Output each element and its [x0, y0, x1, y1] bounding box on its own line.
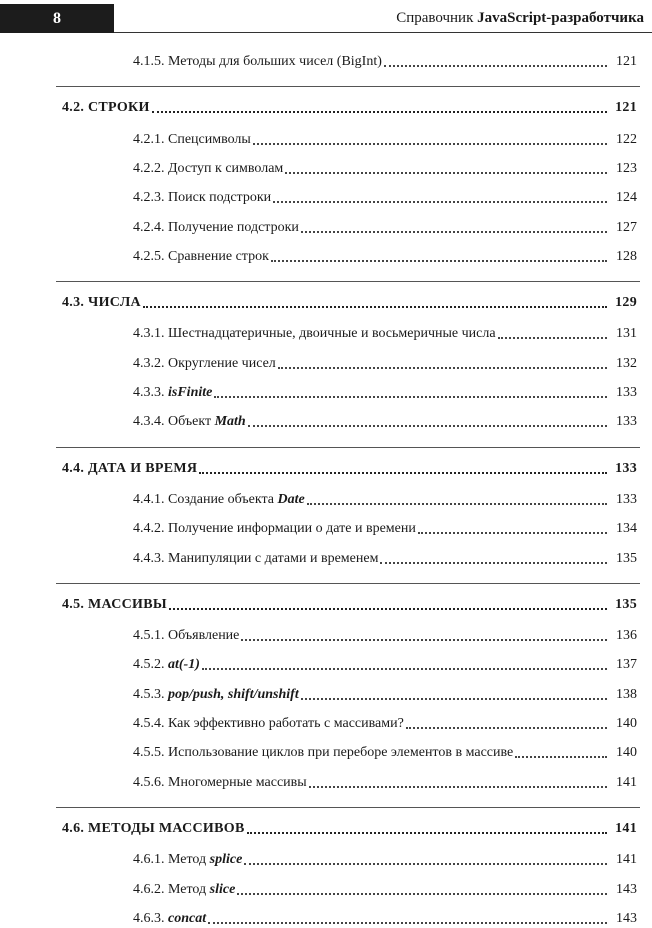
- toc-entry-title: [133, 910, 206, 928]
- dot-leader: [406, 727, 607, 729]
- toc-page-number: 143: [616, 881, 637, 897]
- toc-page-number: 133: [616, 491, 637, 507]
- toc-entry-title: [62, 99, 150, 117]
- toc-entry-title: [133, 189, 271, 207]
- dot-leader: [384, 65, 607, 67]
- dot-leader: [152, 111, 607, 113]
- toc-page-number: 133: [615, 460, 637, 476]
- toc-entry-title: [133, 520, 416, 538]
- toc-entry-title: [133, 851, 242, 869]
- toc-entry[interactable]: [0, 877, 652, 899]
- toc-page-number: 122: [616, 131, 637, 147]
- toc-entry-code: slice: [209, 881, 236, 897]
- toc-entry-text: 4.4. ДАТА И ВРЕМЯ: [62, 460, 198, 476]
- toc-entry-text: 4.2. СТРОКИ: [62, 100, 150, 116]
- toc-entry-text: 4.6.3.: [133, 910, 168, 926]
- toc-entry-title: [133, 325, 496, 343]
- toc-entry-text: 4.4.3. Манипуляции с датами и временем: [133, 550, 379, 566]
- dot-leader: [309, 786, 607, 788]
- toc-entry-title: [62, 294, 141, 312]
- dot-leader: [418, 532, 607, 534]
- toc-entry-text: 4.2.1. Спецсимволы: [133, 131, 251, 147]
- toc-entry-title: [133, 550, 378, 568]
- toc-entry-text: 4.4.2. Получение информации о дате и времени: [133, 521, 416, 537]
- dot-leader: [241, 639, 607, 641]
- toc-page-number: 136: [616, 628, 637, 644]
- toc-entry-title: [133, 384, 212, 402]
- toc-entry-text: 4.5.3.: [133, 686, 168, 702]
- toc-page-number: 143: [616, 910, 637, 926]
- toc-entry-text: 4.3.4. Объект: [133, 414, 215, 430]
- toc-section-entry[interactable]: [0, 592, 652, 614]
- toc-entry-title: [133, 413, 246, 431]
- section-separator: [56, 447, 640, 448]
- toc-entry[interactable]: [0, 156, 652, 178]
- toc-entry-text: 4.2.4. Получение подстроки: [133, 219, 299, 235]
- dot-leader: [515, 756, 607, 758]
- page-number-text: 8: [53, 9, 61, 27]
- toc-entry-text: 4.3.3.: [133, 385, 168, 400]
- toc-entry-title: [133, 656, 200, 674]
- dot-leader: [278, 367, 607, 369]
- toc-page-number: 124: [616, 190, 637, 206]
- toc-entry-title: [133, 160, 283, 178]
- toc-entry-code: splice: [209, 852, 243, 868]
- toc-entry[interactable]: [0, 682, 652, 704]
- toc-entry-code: Date: [277, 491, 305, 507]
- toc-entry-text: 4.6. МЕТОДЫ МАССИВОВ: [62, 820, 245, 836]
- toc-entry-text: 4.5. МАССИВЫ: [62, 596, 167, 612]
- toc-entry-title: [133, 219, 299, 237]
- toc-entry[interactable]: [0, 906, 652, 928]
- dot-leader: [307, 503, 607, 505]
- dot-leader: [214, 396, 607, 398]
- toc-entry-title: [133, 686, 299, 704]
- toc-entry-code: Math: [214, 414, 246, 430]
- dot-leader: [143, 306, 607, 308]
- toc-entry-title: [62, 596, 167, 614]
- toc-entry-text: 4.6.1. Метод: [133, 852, 210, 868]
- page-number: [0, 4, 114, 33]
- section-separator: [56, 583, 640, 584]
- toc-entry[interactable]: [0, 185, 652, 207]
- toc-entry-text: 4.4.1. Создание объекта: [133, 491, 278, 507]
- toc-entry[interactable]: [0, 516, 652, 538]
- toc-entry-text: 4.2.2. Доступ к символам: [133, 160, 284, 176]
- section-separator: [56, 86, 640, 87]
- section-separator: [56, 281, 640, 282]
- dot-leader: [253, 143, 607, 145]
- dot-leader: [244, 863, 607, 865]
- toc-entry-code: at(-1): [168, 657, 200, 673]
- toc-entry-title: [133, 248, 269, 266]
- toc-entry-text: 4.2.5. Сравнение строк: [133, 248, 269, 264]
- toc-entry-title: [62, 460, 197, 478]
- toc-page-number: 141: [616, 852, 637, 868]
- dot-leader: [285, 172, 607, 174]
- toc-page-number: 138: [616, 686, 637, 702]
- toc-entry-title: [133, 627, 239, 645]
- toc-entry-text: 4.2.3. Поиск подстроки: [133, 190, 272, 206]
- toc-entry-title: [62, 820, 245, 838]
- toc-entry-title: [133, 491, 305, 509]
- toc-page-number: 123: [616, 160, 637, 176]
- toc-entry-title: [133, 774, 307, 792]
- toc-page-number: 141: [615, 820, 637, 836]
- toc-entry-text: 4.1.5. Методы для больших чисел (BigInt): [133, 54, 382, 69]
- toc-entry-title: [133, 881, 235, 899]
- toc-entry-text: 4.5.2.: [133, 657, 168, 673]
- toc-page-number: 133: [616, 414, 637, 430]
- toc-entry-code: pop/push, shift/unshift: [168, 686, 299, 702]
- toc-page-number: 129: [615, 295, 637, 311]
- toc-page-number: 134: [616, 521, 637, 537]
- toc-entry-text: 4.5.1. Объявление: [133, 628, 240, 644]
- toc-entry-text: 4.6.2. Метод: [133, 881, 210, 897]
- toc-page-number: 128: [616, 248, 637, 264]
- toc-entry-title: [133, 744, 513, 762]
- toc-entry[interactable]: [0, 623, 652, 645]
- dot-leader: [498, 337, 607, 339]
- dot-leader: [248, 425, 607, 427]
- section-separator: [56, 807, 640, 808]
- header-rule: [114, 32, 652, 33]
- toc-entry-text: 4.3.1. Шестнадцатеричные, двоичные и восьмеричные числа: [133, 326, 496, 342]
- dot-leader: [271, 260, 607, 262]
- toc-entry-title: [133, 53, 382, 71]
- toc-entry[interactable]: [0, 380, 652, 402]
- toc-section-entry[interactable]: [0, 95, 652, 117]
- running-title: [396, 4, 644, 33]
- toc-entry-text: 4.5.4. Как эффективно работать с массивами?: [133, 716, 404, 731]
- dot-leader: [301, 698, 607, 700]
- toc-entry[interactable]: [0, 546, 652, 568]
- toc-entry-text: 4.3. ЧИСЛА: [62, 295, 141, 311]
- dot-leader: [301, 231, 607, 233]
- toc-entry[interactable]: [0, 770, 652, 792]
- toc-page-number: 132: [616, 355, 637, 371]
- toc-entry[interactable]: [0, 711, 652, 733]
- toc-entry-title: [133, 131, 251, 149]
- toc-section-entry[interactable]: [0, 816, 652, 838]
- dot-leader: [380, 562, 607, 564]
- running-title-bold: JavaScript-разработчика: [477, 10, 644, 26]
- toc-entry[interactable]: [0, 409, 652, 431]
- toc-entry-code: concat: [168, 910, 207, 926]
- toc-entry[interactable]: [0, 49, 652, 71]
- toc-section-entry[interactable]: [0, 456, 652, 478]
- toc-entry[interactable]: [0, 351, 652, 373]
- dot-leader: [199, 472, 607, 474]
- toc-page-number: 121: [616, 54, 637, 69]
- dot-leader: [169, 608, 607, 610]
- toc-entry-text: 4.5.6. Многомерные массивы: [133, 774, 307, 790]
- toc-page-number: 133: [616, 385, 637, 400]
- toc-page-number: 141: [616, 774, 637, 790]
- toc-entry[interactable]: [0, 215, 652, 237]
- toc-page-number: 135: [616, 550, 637, 566]
- toc-entry[interactable]: [0, 127, 652, 149]
- toc-entry-code: isFinite: [168, 385, 213, 400]
- page-header: [0, 0, 652, 38]
- running-title-prefix: Справочник: [396, 10, 478, 26]
- toc-entry[interactable]: [0, 487, 652, 509]
- toc-entry[interactable]: [0, 652, 652, 674]
- dot-leader: [247, 832, 607, 834]
- dot-leader: [202, 668, 607, 670]
- toc-page-number: 140: [616, 716, 637, 731]
- toc-entry[interactable]: [0, 740, 652, 762]
- toc-section-entry[interactable]: [0, 290, 652, 312]
- dot-leader: [208, 922, 607, 924]
- toc-entry-title: [133, 715, 404, 733]
- toc-entry-text: 4.3.2. Округление чисел: [133, 355, 276, 371]
- toc-page-number: 127: [616, 219, 637, 235]
- toc-page-number: 121: [615, 100, 637, 116]
- toc-page-number: 140: [616, 745, 637, 761]
- toc-entry[interactable]: [0, 847, 652, 869]
- toc-page-number: 137: [616, 657, 637, 673]
- toc-page-number: 131: [616, 326, 637, 342]
- toc-entry-text: 4.5.5. Использование циклов при переборе элементов в массиве: [133, 745, 514, 761]
- dot-leader: [273, 201, 607, 203]
- toc-page-number: 135: [615, 596, 637, 612]
- toc-entry[interactable]: [0, 244, 652, 266]
- toc-entry[interactable]: [0, 321, 652, 343]
- toc-entry-title: [133, 355, 276, 373]
